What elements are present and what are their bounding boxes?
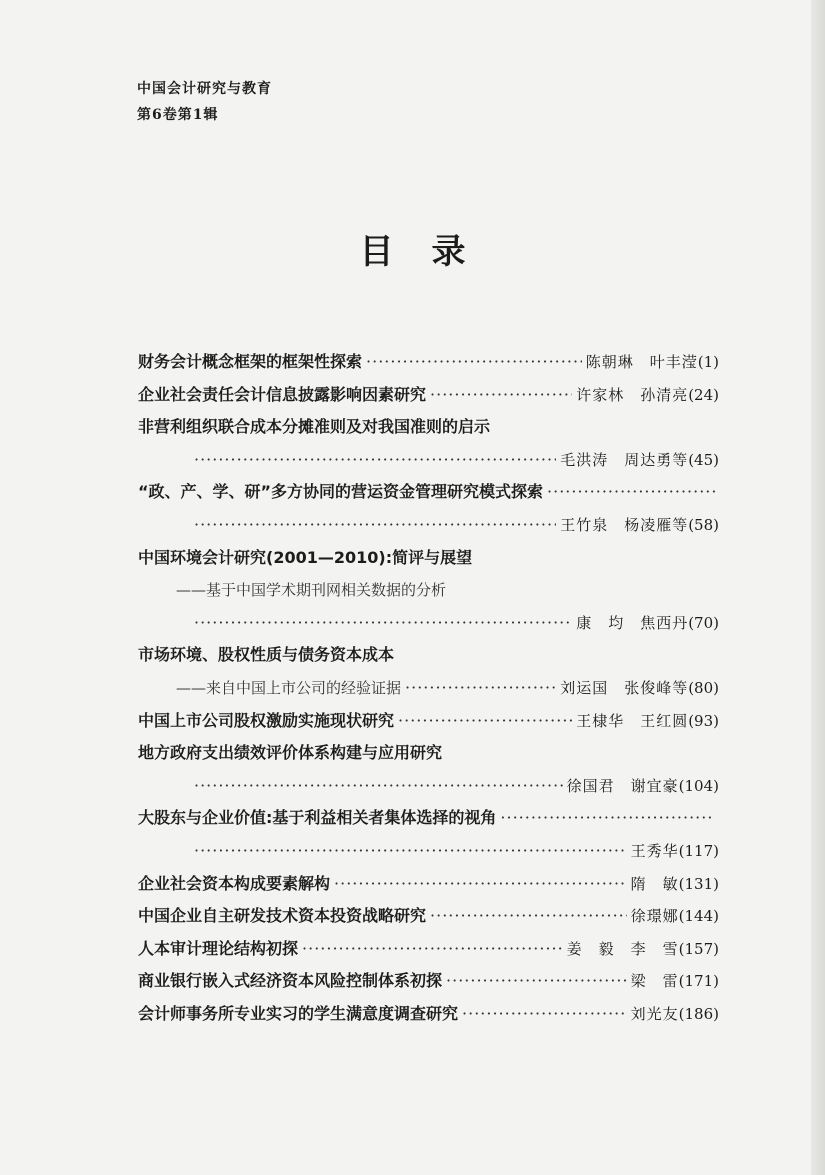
dot-leader <box>398 705 572 738</box>
entry-title: 中国上市公司股权激励实施现状研究 <box>138 710 395 730</box>
toc-entry[interactable] <box>138 379 719 412</box>
entry-title: 人本审计理论结构初探 <box>138 938 299 958</box>
entry-page: (93) <box>688 711 719 730</box>
toc-entry[interactable] <box>138 933 719 966</box>
toc-entry[interactable] <box>138 737 719 802</box>
dot-leader <box>430 379 572 412</box>
entry-title: 中国环境会计研究(2001—2010):简评与展望 <box>138 547 473 567</box>
entry-authors: 徐国君 谢宜豪 <box>566 776 679 795</box>
entry-page: (70) <box>688 613 719 632</box>
entry-authors: 毛洪涛 周达勇等 <box>560 450 689 469</box>
entry-page: (144) <box>678 907 719 926</box>
entry-authors: 王竹泉 杨凌雁等 <box>560 515 689 534</box>
entry-authors: 刘光友 <box>630 1004 679 1023</box>
entry-title: 企业社会责任会计信息披露影响因素研究 <box>138 384 427 404</box>
toc-entry[interactable] <box>138 965 719 998</box>
entry-page: (104) <box>678 776 719 795</box>
entry-title: 市场环境、股权性质与债务资本成本 <box>138 645 395 665</box>
entry-title: 非营利组织联合成本分摊准则及对我国准则的启示 <box>138 417 491 437</box>
entry-authors: 许家林 孙清亮 <box>576 385 689 404</box>
entry-page: (131) <box>678 874 719 893</box>
entry-authors: 王棣华 王红圆 <box>576 711 689 730</box>
entry-authors: 姜 毅 李 雪 <box>566 939 679 958</box>
toc-entry[interactable] <box>138 411 719 476</box>
toc-entry[interactable] <box>138 346 719 379</box>
entry-authors: 陈朝琳 叶丰滢 <box>585 353 698 371</box>
entry-page: (186) <box>678 1004 719 1023</box>
dot-leader <box>194 770 563 803</box>
entry-title: “政、产、学、研”多方协同的营运资金管理研究模式探索 <box>138 482 544 502</box>
dot-leader <box>302 933 563 966</box>
dot-leader <box>462 998 627 1031</box>
dot-leader <box>194 509 556 542</box>
entry-authors: 康 均 焦西丹 <box>576 613 689 632</box>
dot-leader <box>194 444 556 477</box>
entry-page: (58) <box>688 515 719 534</box>
toc-entry[interactable] <box>138 998 719 1031</box>
dot-leader <box>366 346 582 379</box>
entry-subtitle: ——来自中国上市公司的经验证据 <box>176 678 402 697</box>
entry-page: (24) <box>688 385 719 404</box>
entry-title: 中国企业自主研发技术资本投资战略研究 <box>138 906 427 926</box>
entry-title: 会计师事务所专业实习的学生满意度调查研究 <box>138 1003 459 1023</box>
entry-title: 财务会计概念框架的框架性探索 <box>138 352 363 371</box>
toc-entry[interactable] <box>138 900 719 933</box>
entry-authors: 王秀华 <box>630 841 679 860</box>
toc-entry[interactable] <box>138 705 719 738</box>
dot-leader <box>500 802 715 835</box>
dot-leader <box>547 476 715 509</box>
entry-title: 地方政府支出绩效评价体系构建与应用研究 <box>138 743 443 763</box>
entry-page: (80) <box>688 678 719 697</box>
entry-authors: 徐璟娜 <box>630 907 679 926</box>
toc-entry[interactable] <box>138 802 719 867</box>
entry-page: (117) <box>678 841 719 860</box>
entry-page: (171) <box>678 972 719 991</box>
toc-entry[interactable] <box>138 868 719 901</box>
volume-issue: 第6卷第1辑 <box>137 107 219 123</box>
entry-page: (1) <box>697 353 719 371</box>
dot-leader <box>446 965 627 998</box>
entry-title: 商业银行嵌入式经济资本风险控制体系初探 <box>138 971 443 991</box>
entry-page: (45) <box>688 450 719 469</box>
toc-entry[interactable] <box>138 639 719 704</box>
dot-leader <box>194 835 627 868</box>
entry-subtitle: ——基于中国学术期刊网相关数据的分析 <box>176 581 447 600</box>
entry-page: (157) <box>678 939 719 958</box>
toc-entry[interactable] <box>138 476 719 541</box>
toc-entry[interactable] <box>138 542 719 640</box>
dot-leader <box>430 900 627 933</box>
table-of-contents <box>138 346 719 1030</box>
entry-authors: 梁 雷 <box>630 972 679 991</box>
page-edge <box>811 0 825 1175</box>
journal-name: 中国会计研究与教育 <box>137 81 272 97</box>
entry-authors: 刘运国 张俊峰等 <box>560 678 689 697</box>
dot-leader <box>334 868 627 901</box>
dot-leader <box>194 607 572 640</box>
entry-title: 大股东与企业价值:基于利益相关者集体选择的视角 <box>138 808 497 828</box>
entry-authors: 隋 敏 <box>630 874 679 893</box>
entry-title: 企业社会资本构成要素解构 <box>138 873 331 893</box>
page-title: 目录 <box>359 232 504 272</box>
dot-leader <box>405 672 556 705</box>
journal-header <box>137 76 272 128</box>
